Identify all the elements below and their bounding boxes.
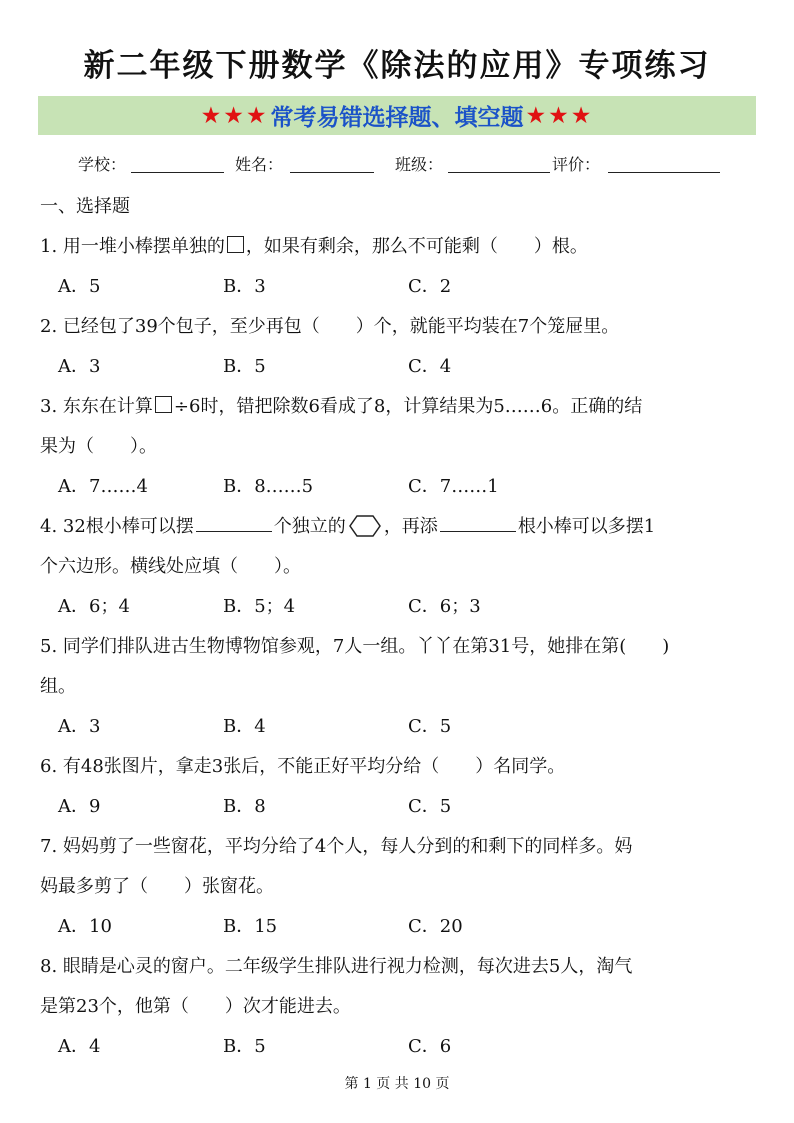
question-7-text-line2: 妈最多剪了（ ）张窗花。 — [40, 876, 274, 897]
q7-option-a: A．10 — [58, 916, 112, 937]
question-5-text: 5. 同学们排队进古生物博物馆参观，7人一组。丫丫在第31号，她排在第( ) — [40, 636, 670, 657]
q5-option-a: A．3 — [58, 716, 101, 737]
q1-option-a: A．5 — [58, 276, 101, 297]
page-footer: 第 1 页 共 10 页 — [344, 1076, 450, 1092]
blank-line — [196, 517, 272, 532]
square-icon — [155, 396, 172, 413]
question-8-text: 8. 眼睛是心灵的窗户。二年级学生排队进行视力检测，每次进去5人，淘气 — [40, 956, 633, 977]
question-4-text-line2: 个六边形。横线处应填（ ）。 — [40, 556, 301, 577]
name-label: 姓名： — [235, 155, 284, 174]
q1-option-c: C．2 — [408, 276, 452, 297]
q6-option-a: A．9 — [58, 796, 101, 817]
evaluation-label: 评价： — [552, 155, 601, 174]
q5-option-c: C．5 — [408, 716, 452, 737]
page-title: 新二年级下册数学《除法的应用》专项练习 — [83, 48, 711, 84]
student-info-row — [0, 150, 794, 178]
school-label: 学校： — [78, 155, 127, 174]
question-8-text-line2: 是第23个，他第（ ）次才能进去。 — [40, 996, 351, 1017]
q2-option-c: C．4 — [408, 356, 452, 377]
q8-option-a: A．4 — [58, 1036, 101, 1057]
q4-option-a: A．6；4 — [58, 596, 130, 617]
school-field[interactable] — [131, 172, 224, 173]
q6-option-b: B．8 — [223, 796, 266, 817]
question-6-text: 6. 有48张图片，拿走3张后，不能正好平均分给（ ）名同学。 — [40, 756, 566, 777]
q8-option-c: C．6 — [408, 1036, 452, 1057]
banner-subtitle: 常考易错选择题、填空题 — [270, 105, 524, 131]
class-field[interactable] — [448, 172, 550, 173]
q7-option-b: B．15 — [223, 916, 278, 937]
square-icon — [227, 236, 244, 253]
name-field[interactable] — [290, 172, 374, 173]
evaluation-field[interactable] — [608, 172, 720, 173]
q4-option-c: C．6；3 — [408, 596, 481, 617]
q7-option-c: C．20 — [408, 916, 463, 937]
subtitle-banner — [38, 96, 756, 135]
q6-option-c: C．5 — [408, 796, 452, 817]
question-1-text: 1. 用一堆小棒摆单独的 ，如果有剩余，那么不可能剩（ ）根。 — [40, 236, 588, 257]
q8-option-b: B．5 — [223, 1036, 266, 1057]
q3-option-b: B．8……5 — [223, 476, 314, 497]
question-2-text: 2. 已经包了39个包子，至少再包（ ）个，就能平均装在7个笼屉里。 — [40, 316, 620, 337]
class-label: 班级： — [395, 155, 444, 174]
section-heading: 一、选择题 — [40, 196, 130, 217]
question-7-text: 7. 妈妈剪了一些窗花，平均分给了4个人，每人分到的和剩下的同样多。妈 — [40, 836, 633, 857]
question-4-text: 4. 32根小棒可以摆 个独立的 ，再添 根小棒可以多摆1 — [40, 516, 656, 537]
q3-option-a: A．7……4 — [58, 476, 148, 497]
blank-line — [440, 517, 516, 532]
q2-option-a: A．3 — [58, 356, 101, 377]
star-icons-right: ★★★ — [525, 102, 594, 129]
question-3-text: 3. 东东在计算 ÷6时，错把除数6看成了8，计算结果为5……6。正确的结 — [40, 396, 643, 417]
q3-option-c: C．7……1 — [408, 476, 499, 497]
q1-option-b: B．3 — [223, 276, 266, 297]
hexagon-icon — [348, 514, 382, 538]
star-icons-left: ★★★ — [200, 102, 269, 129]
question-5-text-line2: 组。 — [40, 676, 76, 697]
q2-option-b: B．5 — [223, 356, 266, 377]
q5-option-b: B．4 — [223, 716, 266, 737]
question-3-text-line2: 果为（ ）。 — [40, 436, 157, 457]
q4-option-b: B．5；4 — [223, 596, 296, 617]
